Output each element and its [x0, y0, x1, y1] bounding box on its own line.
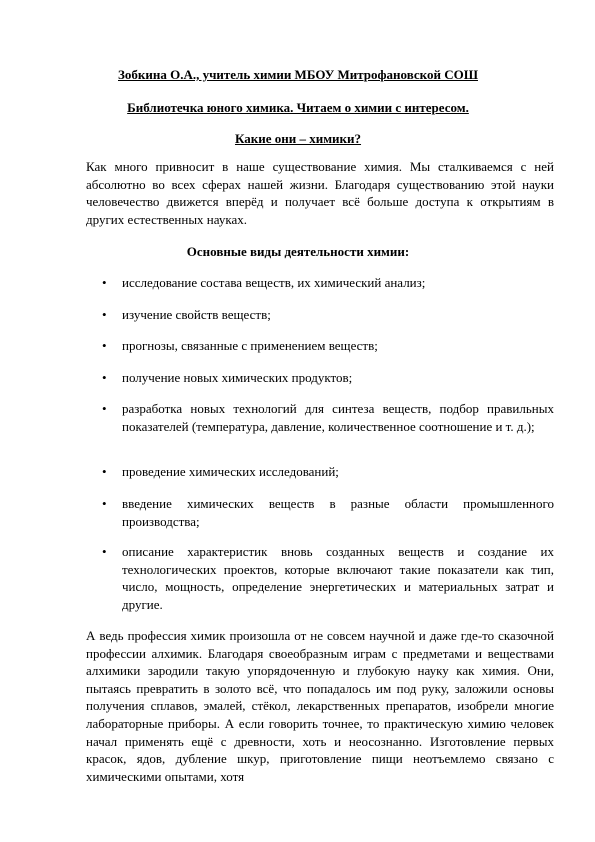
bullet-icon: •	[102, 401, 107, 416]
author-line: Зобкина О.А., учитель химии МБОУ Митрофановской СОШ	[118, 67, 478, 82]
bullet-icon: •	[102, 307, 107, 322]
section-heading: Основные виды деятельности химии:	[186, 244, 410, 259]
bullet-icon: •	[102, 464, 107, 479]
bullet-icon: •	[102, 544, 107, 559]
bullet-icon: •	[102, 496, 107, 511]
list-item-text: проведение химических исследований;	[122, 464, 339, 479]
list-item-text: исследование состава веществ, их химический анализ;	[122, 275, 426, 290]
bullet-icon: •	[102, 338, 107, 353]
list-item-text: прогнозы, связанные с применением веществ;	[122, 338, 378, 353]
list-item-text: описание характеристик вновь созданных веществ и создание их технологических проектов, которые включают такие показатели как тип, число, мощность, определение энергетических и материальных затрат и другие.	[122, 544, 554, 612]
article-title: Какие они – химики?	[234, 131, 362, 146]
list-item-text: разработка новых технологий для синтеза веществ, подбор правильных показателей (температура, давление, количественное соотношение и т. д.);	[122, 401, 554, 434]
bullet-icon: •	[102, 370, 107, 385]
list-item-text: получение новых химических продуктов;	[122, 370, 353, 385]
bullet-icon: •	[102, 275, 107, 290]
list-item-text: введение химических веществ в разные области промышленного производства;	[122, 496, 554, 529]
intro-paragraph: Как много привносит в наше существование химия. Мы сталкиваемся с ней абсолютно во всех сферах нашей жизни. Благодаря существованию этой науки человечество движется вперёд и получает всё больше доступа к открытиям в других естественных науках.	[86, 159, 554, 227]
history-paragraph: А ведь профессия химик произошла от не совсем научной и даже где-то сказочной профессии алхимик. Благодаря своеобразным играм с предметами и веществами алхимики зародили такую упорядоченную и глубокую науку как химия. Они, пытаясь превратить в золото всё, что попадалось им под руку, заложили основы получения сплавов, эмалей, стёкол, лекарственных препаратов, изобрели многие лабораторные приборы. А если говорить точнее, то практическую химию человек начал применять ещё с древности, хоть и неосознанно. Изготовление первых красок, ядов, дубление шкур, приготовление пищи неотъемлемо связано с химическими опытами, хотя	[86, 628, 554, 784]
series-title: Библиотечка юного химика. Читаем о химии с интересом.	[127, 100, 469, 115]
list-item-text: изучение свойств веществ;	[122, 307, 271, 322]
